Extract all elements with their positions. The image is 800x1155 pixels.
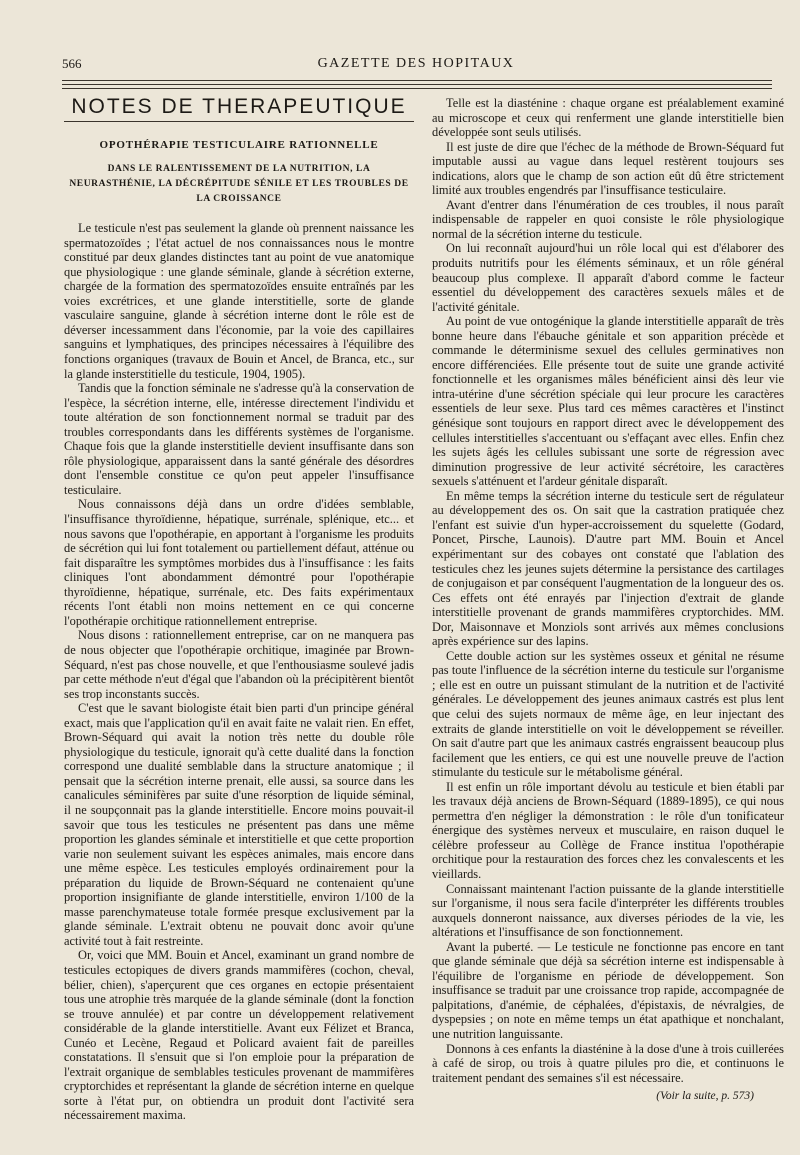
paragraph: Tandis que la fonction séminale ne s'adresse qu'à la conservation de l'espèce, la sécrétion interne, elle, intéresse directement l'individu et toute altération de son fonctionnement normal se traduit par des troubles correspondants dans les différents systèmes de l'organisme. Chaque fois que la glande insterstitielle devient insuffisante dans son rôle physiologique, apparaissent dans la santé générale des désordres dont l'ensemble constitue ce qu'on peut appeler l'insuffisance testiculaire. xyxy=(64,381,414,497)
paragraph: Nous disons : rationnellement entreprise, car on ne manquera pas de nous objecter que l'opothérapie orchitique, imaginée par Brown-Séquard, n'est pas chose nouvelle, et que l'enthousiasme soulevé jadis par cette méthode n'eut d'égal que l'abandon où la précipitèrent bientôt ses trop inconstants succès. xyxy=(64,628,414,701)
paragraph: Il est juste de dire que l'échec de la méthode de Brown-Séquard fut imputable aussi au vague dans lequel restèrent toujours ses indications, alors que le champ de son action eût dû être strictement limité aux troubles engendrés par l'insuffisance testiculaire. xyxy=(432,139,784,198)
paragraph: Donnons à ces enfants la diasténine à la dose d'une à trois cuillerées à café de sirop, ou trois à quatre pilules pro die, et continuons le traitement pendant des semaines s'il est nécessaire. xyxy=(432,1041,784,1085)
paragraph: Avant la puberté. — Le testicule ne fonctionne pas encore en tant que glande séminale que déjà sa sécrétion interne est indispensable à l'équilibre de l'organisme en période de développement. Son insuffisance se traduit par une croissance trop rapide, accompagnée de palpitations, d'anémie, de céphalées, d'épistaxis, de névralgies, de dyspepsies ; on note en même temps un état apathique et nonchalant, une nutrition languissante. xyxy=(432,939,784,1041)
continuation-note: (Voir la suite, p. 573) xyxy=(656,1090,754,1103)
paragraph: Nous connaissons déjà dans un ordre d'idées semblable, l'insuffisance thyroïdienne, hépatique, surrénale, splénique, etc... et nous savons que l'opothérapie, en apportant à l'organisme les produits de sécrétion qui lui font totalement ou partiellement défaut, atténue ou fait disparaître les symptômes morbides dus à l'insuffisance : les faits cliniques l'ont abondamment démontré pour l'opothérapie thyroïdienne, hépatique, surrénale, etc. Des faits expérimentaux récents l'ont établi non moins nettement en ce qui concerne l'opothérapie orchitique rationnellement entreprise. xyxy=(64,497,414,628)
paragraph: Connaissant maintenant l'action puissante de la glande interstitielle sur l'organisme, il nous sera facile d'interpréter les différents troubles auxquels donneront naissance, aux diverses périodes de la vie, les altérations et l'insuffisance de son fonctionnement. xyxy=(432,881,784,940)
header-rule xyxy=(62,88,772,89)
paragraph: Telle est la diasténine : chaque organe est préalablement examiné au microscope et ceux qui renferment une glande interstitielle bien développée sont seuls utilisés. xyxy=(432,96,784,140)
paragraph: Cette double action sur les systèmes osseux et génital ne résume pas toute l'influence de la sécrétion interne du testicule sur l'organisme ; elle est en outre un puissant stimulant de la nutrition et de l'activité générales. Le développement des jeunes animaux castrés est plus lent que celui des sujets normaux de même âge, en leur injectant des extraits de glande interstitielle on voit le développement se réveiller. On sait d'autre part que les animaux castrés engraissent beaucoup plus facilement que les entiers, ce qui est une nouvelle preuve de l'action stimulante du testicule sur le métabolisme général. xyxy=(432,648,784,780)
paragraph: Il est enfin un rôle important dévolu au testicule et bien établi par les travaux déjà anciens de Brown-Séquard (1889-1895), ce qui nous permettra d'en négliger la démonstration : le rôle d'un tonificateur énergique des systèmes nerveux et musculaire, en raison duquel le célèbre professeur au Collège de France institua l'opothérapie orchitique pour la restauration des forces chez les convalescents et les vieillards. xyxy=(432,779,784,881)
section-title: NOTES DE THERAPEUTIQUE xyxy=(64,100,414,122)
right-column xyxy=(432,96,784,1104)
page-number: 566 xyxy=(62,56,82,71)
journal-title: GAZETTE DES HOPITAUX xyxy=(317,56,515,71)
paragraph: En même temps la sécrétion interne du testicule sert de régulateur au développement des os. On sait que la castration pratiquée chez l'enfant est suivie d'un hyper-accroissement du squelette (Godard, Poncet, Pirsche, Launois). D'autre part MM. Bouin et Ancel expérimentant sur des cobayes ont constaté que l'ablation des testicules chez les jeunes sujets détermine la persistance des cartilages de conjugaison et par conséquent l'augmentation de la longueur des os. Ces effets ont été enrayés par l'injection d'extrait de glande interstitielle provenant de grands mammifères cryptorchides. MM. Dor, Maisonnave et Monziols sont arrivés aux mêmes conclusions après expérience sur des lapins. xyxy=(432,488,784,649)
paragraph: Or, voici que MM. Bouin et Ancel, examinant un grand nombre de testicules ectopiques de divers grands mammifères (cochon, cheval, bélier, chien), s'aperçurent que ces organes en ectopie présentaient tous une atrophie très marquée de la glande séminale (dont la fonction se trouve annulée) et par contre un développement relativement considérable de la glande interstitielle. Avant eux Félizet et Branca, Cunéo et Lecène, Regaud et Policard avaient fait de pareilles constatations. Il s'ensuit que si l'on emploie pour la préparation de l'extrait organique de semblables testicules provenant de mammifères cryptorchides et représentant la glande de sécrétion interne en quelque sorte à l'état pur, on obtiendra un produit dont l'activité sera nécessairement maxima. xyxy=(64,948,414,1123)
running-head xyxy=(62,56,770,76)
header-rule xyxy=(62,80,772,81)
article-title: OPOTHÉRAPIE TESTICULAIRE RATIONNELLE xyxy=(99,138,379,151)
paragraph: On lui reconnaît aujourd'hui un rôle local qui est d'élaborer des produits nutritifs pour les éléments séminaux, et un rôle général beaucoup plus complexe. Il apparaît d'abord comme le facteur essentiel du développement des caractères sexuels mâles et de l'activité génitale. xyxy=(432,241,784,314)
article-subtitle: DANS LE RALENTISSEMENT DE LA NUTRITION, LA NEURASTHÉNIE, LA DÉCRÉPITUDE SÉNILE ET LES TROUBLES DE LA CROISSANCE xyxy=(69,164,409,205)
paragraph: C'est que le savant biologiste était bien parti d'un principe général exact, mais que l'application qu'il en avait faite ne valait rien. En effet, Brown-Séquard qui avait la notion très nette du double rôle physiologique du testicule, ignorait qu'à cette dualité dans la fonction correspond une dualité semblable dans la structure anatomique ; il pensait que la sécrétion interne prenait, elle aussi, sa source dans les canalicules séminifères par suite d'une résorption de liquide séminal, il ne soupçonnait pas la glande interstitielle. Encore moins pouvait-il savoir que tous les testicules ne présentent pas dans une même proportion les glandes séminale et interstitielle et que cette proportion varie non seulement suivant les espèces animales, mais encore dans une même espèce. Les testicules employés ordinairement pour la préparation du liquide de Brown-Séquard ne contenaient qu'une proportion insignifiante de glande interstitielle, environ 1/100 de la masse parenchymateuse totale formée presque exclusivement par la glande séminale. L'extrait obtenu ne pouvait donc avoir qu'une activité tout à fait restreinte. xyxy=(64,701,414,948)
header-rule xyxy=(62,84,772,85)
paragraph: Au point de vue ontogénique la glande interstitielle apparaît de très bonne heure dans l'ébauche génitale et son apparition précède et commande le déterminisme sexuel des cellules germinatives non encore différenciées. Elle présente tout de suite une grande activité fonctionnelle et les organismes mâles bénéficient ainsi dès leur vie intra-utérine d'une sécrétion spéciale qui leur procure les caractères essentiels de leur sexe. Plus tard ces mêmes caractères et l'instinct génésique sont toujours en rapport direct avec le développement des cellules interstitielles s'accentuant ou s'effaçant avec elles. Enfin chez les sujets âgés les cellules subissant une sorte de régression avec diminution progressive de leur activité sécrétoire, les caractères sexuels s'atténuent et l'ardeur génitale disparaît. xyxy=(432,314,784,489)
paragraph: Le testicule n'est pas seulement la glande où prennent naissance les spermatozoïdes ; l'état actuel de nos connaissances nous le montre constitué par deux glandes distinctes tant au point de vue anatomique que physiologique : une glande séminale, glande à sécrétion externe, chargée de la formation des spermatozoïdes ensuite entraînés par les voies excrétrices, et une glande interstitielle, sorte de glande vasculaire sanguine, glande à sécrétion interne dont le rôle est de déverser incessamment dans l'économie, par la voie des capillaires sanguins et lymphatiques, des principes nécessaires à l'équilibre des fonctions organiques (travaux de Bouin et Ancel, de Branca, etc., sur la glande insterstitielle du testicule, 1904, 1905). xyxy=(64,221,414,381)
paragraph: Avant d'entrer dans l'énumération de ces troubles, il nous paraît indispensable de rappeler en quoi consiste le rôle physiologique normal de la sécrétion interne du testicule. xyxy=(432,197,784,241)
left-column xyxy=(64,96,414,1123)
